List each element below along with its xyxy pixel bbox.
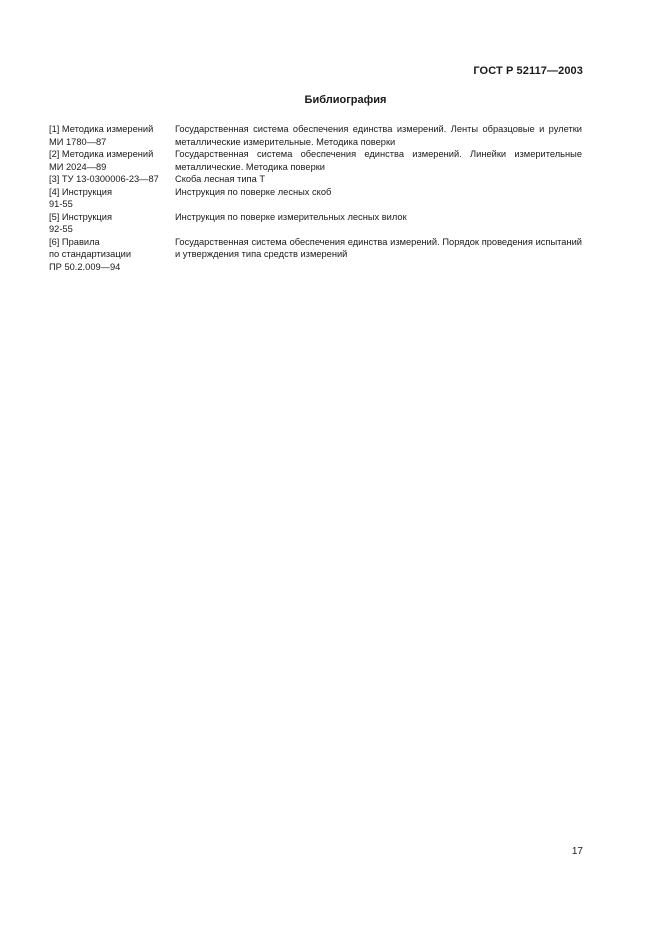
bibliography-description: Государственная система обеспечения единства измерений. Ленты образцовые и рулетки металлические измерительные. Методика поверки (175, 124, 582, 147)
bibliography-description: Скоба лесная типа Т (175, 174, 266, 184)
bibliography-reference (49, 173, 175, 186)
bibliography-entry (49, 236, 582, 274)
bibliography-reference (49, 123, 175, 148)
bibliography-description: Государственная система обеспечения единства измерений. Порядок проведения испытаний и утверждения типа средств измерений (175, 236, 582, 259)
reference-line: [6] Правила (49, 236, 100, 247)
bibliography-entry (49, 186, 582, 211)
section-title: Библиография (304, 94, 387, 106)
bibliography-list (49, 123, 582, 273)
bibliography-reference (49, 211, 175, 236)
bibliography-description: Государственная система обеспечения единства измерений. Линейки измерительные металлические. Методика поверки (175, 149, 582, 172)
reference-line: [2] Методика измерений (49, 149, 154, 159)
bibliography-entry (49, 211, 582, 236)
reference-line: [3] ТУ 13-0300006-23—87 (49, 174, 159, 184)
reference-line: по стандартизации (49, 249, 132, 259)
reference-line: [1] Методика измерений (49, 124, 154, 134)
reference-line: МИ 2024—89 (49, 161, 107, 172)
reference-line: ПР 50.2.009—94 (49, 261, 121, 272)
bibliography-reference (49, 186, 175, 211)
bibliography-description: Инструкция по поверке лесных скоб (175, 186, 332, 197)
reference-line: 91-55 (49, 199, 73, 209)
reference-line: [5] Инструкция (49, 211, 112, 222)
reference-line: МИ 1780—87 (49, 136, 107, 147)
bibliography-reference (49, 148, 175, 173)
bibliography-entry (49, 123, 582, 148)
reference-line: 92-55 (49, 224, 73, 234)
bibliography-description: Инструкция по поверке измерительных лесных вилок (175, 211, 407, 222)
reference-line: [4] Инструкция (49, 186, 112, 197)
page-number: 17 (571, 846, 583, 857)
bibliography-reference (49, 236, 175, 274)
bibliography-entry (49, 173, 582, 186)
document-code: ГОСТ Р 52117—2003 (473, 65, 583, 77)
bibliography-entry (49, 148, 582, 173)
